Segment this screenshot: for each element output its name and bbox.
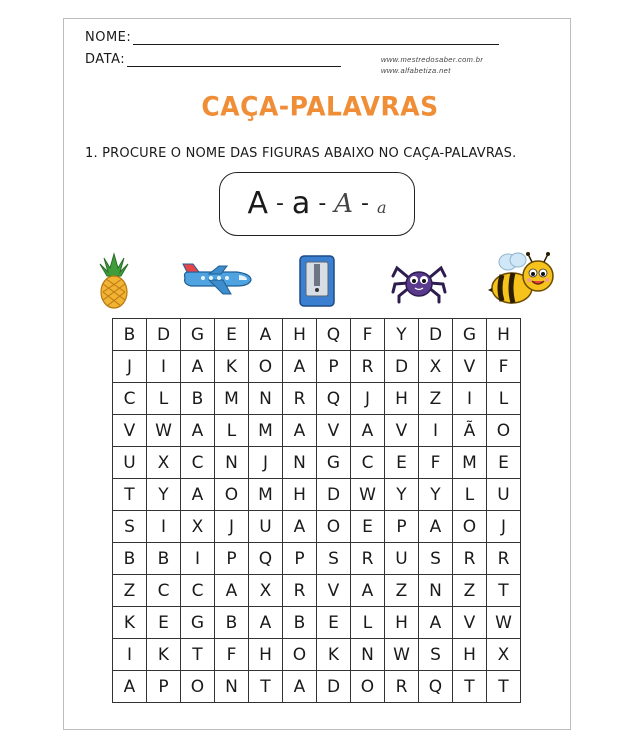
grid-cell: G [453, 319, 487, 351]
grid-cell: M [249, 415, 283, 447]
grid-cell: A [181, 479, 215, 511]
grid-cell: R [283, 383, 317, 415]
grid-cell: A [419, 511, 453, 543]
grid-cell: I [113, 639, 147, 671]
grid-cell: L [351, 607, 385, 639]
grid-row [113, 479, 521, 511]
grid-cell: W [487, 607, 521, 639]
grid-row [113, 383, 521, 415]
grid-cell: Z [419, 383, 453, 415]
grid-cell: J [487, 511, 521, 543]
grid-cell: L [453, 479, 487, 511]
grid-cell: G [317, 447, 351, 479]
grid-cell: B [283, 607, 317, 639]
bee-icon [488, 252, 558, 310]
grid-cell: N [249, 383, 283, 415]
grid-row [113, 447, 521, 479]
grid-row [113, 671, 521, 703]
grid-cell: F [351, 319, 385, 351]
grid-cell: E [487, 447, 521, 479]
grid-cell: R [351, 543, 385, 575]
grid-cell: L [147, 383, 181, 415]
grid-cell: U [113, 447, 147, 479]
grid-cell: Y [419, 479, 453, 511]
grid-cell: K [317, 639, 351, 671]
grid-cell: D [317, 671, 351, 703]
grid-cell: T [113, 479, 147, 511]
grid-cell: G [181, 607, 215, 639]
grid-cell: R [351, 351, 385, 383]
grid-cell: B [215, 607, 249, 639]
date-rule [127, 54, 341, 67]
grid-cell: Ã [453, 415, 487, 447]
grid-cell: X [249, 575, 283, 607]
grid-cell: I [147, 351, 181, 383]
grid-cell: D [147, 319, 181, 351]
grid-cell: A [283, 415, 317, 447]
grid-cell: F [419, 447, 453, 479]
grid-cell: F [487, 351, 521, 383]
grid-cell: Y [385, 479, 419, 511]
grid-row [113, 351, 521, 383]
grid-cell: X [419, 351, 453, 383]
grid-cell: C [147, 575, 181, 607]
grid-cell: A [181, 415, 215, 447]
grid-cell: T [249, 671, 283, 703]
grid-cell: S [113, 511, 147, 543]
grid-cell: V [317, 575, 351, 607]
grid-cell: E [385, 447, 419, 479]
grid-cell: Y [385, 319, 419, 351]
grid-cell: Q [419, 671, 453, 703]
grid-cell: V [453, 607, 487, 639]
grid-cell: K [215, 351, 249, 383]
grid-cell: H [453, 639, 487, 671]
grid-cell: D [419, 319, 453, 351]
grid-cell: I [419, 415, 453, 447]
grid-cell: O [351, 671, 385, 703]
grid-cell: E [215, 319, 249, 351]
grid-cell: W [385, 639, 419, 671]
grid-row [113, 415, 521, 447]
grid-cell: A [215, 575, 249, 607]
grid-cell: C [181, 575, 215, 607]
grid-cell: E [317, 607, 351, 639]
grid-row [113, 607, 521, 639]
grid-cell: O [181, 671, 215, 703]
grid-cell: T [453, 671, 487, 703]
dash-1: - [275, 191, 284, 216]
grid-cell: Z [385, 575, 419, 607]
grid-cell: N [351, 639, 385, 671]
grid-cell: V [385, 415, 419, 447]
grid-cell: A [351, 415, 385, 447]
grid-cell: H [249, 639, 283, 671]
grid-cell: X [487, 639, 521, 671]
grid-cell: P [385, 511, 419, 543]
grid-cell: B [147, 543, 181, 575]
grid-row [113, 575, 521, 607]
grid-cell: A [283, 511, 317, 543]
site-text-1: www.mestredosaber.com.br [381, 55, 484, 64]
name-rule [133, 32, 499, 45]
grid-cell: W [351, 479, 385, 511]
grid-cell: G [181, 319, 215, 351]
dash-3: - [361, 191, 369, 216]
grid-cell: L [215, 415, 249, 447]
grid-row [113, 319, 521, 351]
grid-cell: M [249, 479, 283, 511]
grid-cell: C [113, 383, 147, 415]
letter-lower: a [291, 186, 311, 221]
grid-cell: O [317, 511, 351, 543]
grid-cell: R [487, 543, 521, 575]
grid-cell: Q [317, 383, 351, 415]
grid-cell: J [249, 447, 283, 479]
grid-cell: H [487, 319, 521, 351]
grid-cell: O [283, 639, 317, 671]
grid-cell: N [215, 447, 249, 479]
grid-cell: A [113, 671, 147, 703]
grid-cell: T [487, 575, 521, 607]
grid-row [113, 639, 521, 671]
grid-cell: X [181, 511, 215, 543]
worksheet-title: CAÇA-PALAVRAS [201, 90, 439, 123]
grid-cell: A [283, 671, 317, 703]
grid-cell: U [487, 479, 521, 511]
grid-cell: P [215, 543, 249, 575]
grid-cell: U [385, 543, 419, 575]
grid-cell: Z [453, 575, 487, 607]
grid-cell: U [249, 511, 283, 543]
grid-cell: V [317, 415, 351, 447]
grid-cell: R [453, 543, 487, 575]
grid-cell: H [385, 383, 419, 415]
grid-cell: E [147, 607, 181, 639]
grid-cell: D [385, 351, 419, 383]
grid-cell: V [113, 415, 147, 447]
grid-cell: H [385, 607, 419, 639]
grid-cell: B [113, 543, 147, 575]
grid-cell: A [249, 607, 283, 639]
grid-cell: F [215, 639, 249, 671]
word-search-grid [112, 318, 521, 703]
letter-script-lower: a [377, 198, 387, 217]
grid-cell: S [419, 639, 453, 671]
grid-cell: A [249, 319, 283, 351]
airplane-icon [179, 262, 255, 298]
grid-cell: P [317, 351, 351, 383]
grid-cell: Q [317, 319, 351, 351]
grid-cell: I [147, 511, 181, 543]
grid-cell: J [215, 511, 249, 543]
grid-cell: M [453, 447, 487, 479]
grid-cell: A [351, 575, 385, 607]
grid-cell: B [181, 383, 215, 415]
grid-cell: Z [113, 575, 147, 607]
grid-cell: S [419, 543, 453, 575]
grid-cell: X [147, 447, 181, 479]
grid-cell: B [113, 319, 147, 351]
grid-cell: R [385, 671, 419, 703]
name-label: NOME: [85, 30, 132, 45]
grid-cell: P [147, 671, 181, 703]
sharpener-icon [296, 252, 338, 310]
dash-2: - [318, 191, 327, 216]
grid-cell: A [419, 607, 453, 639]
grid-cell: C [181, 447, 215, 479]
grid-cell: D [317, 479, 351, 511]
spider-icon [391, 256, 447, 304]
grid-cell: T [181, 639, 215, 671]
grid-cell: N [215, 671, 249, 703]
grid-cell: J [113, 351, 147, 383]
grid-row [113, 543, 521, 575]
date-line [85, 52, 341, 67]
grid-cell: P [283, 543, 317, 575]
grid-cell: O [487, 415, 521, 447]
grid-cell: O [453, 511, 487, 543]
grid-cell: M [215, 383, 249, 415]
date-label: DATA: [85, 52, 126, 67]
grid-cell: Q [249, 543, 283, 575]
grid-cell: R [283, 575, 317, 607]
grid-cell: W [147, 415, 181, 447]
grid-cell: O [215, 479, 249, 511]
grid-cell: N [419, 575, 453, 607]
grid-cell: A [283, 351, 317, 383]
grid-cell: J [351, 383, 385, 415]
grid-cell: K [113, 607, 147, 639]
letters-box [219, 172, 415, 236]
grid-cell: Y [147, 479, 181, 511]
site-text-2: www.alfabetiza.net [381, 66, 451, 75]
grid-cell: V [453, 351, 487, 383]
grid-cell: H [283, 479, 317, 511]
instruction-text: 1. PROCURE O NOME DAS FIGURAS ABAIXO NO CAÇA-PALAVRAS. [85, 146, 517, 161]
grid-cell: K [147, 639, 181, 671]
grid-row [113, 511, 521, 543]
grid-cell: T [487, 671, 521, 703]
grid-cell: C [351, 447, 385, 479]
name-line [85, 30, 499, 45]
grid-cell: A [181, 351, 215, 383]
grid-cell: E [351, 511, 385, 543]
grid-cell: N [283, 447, 317, 479]
letter-script-upper: A [334, 189, 354, 219]
grid-cell: S [317, 543, 351, 575]
pineapple-icon [94, 252, 134, 310]
grid-cell: I [181, 543, 215, 575]
grid-cell: O [249, 351, 283, 383]
grid-cell: L [487, 383, 521, 415]
grid-cell: I [453, 383, 487, 415]
letter-upper: A [247, 186, 268, 221]
grid-cell: H [283, 319, 317, 351]
